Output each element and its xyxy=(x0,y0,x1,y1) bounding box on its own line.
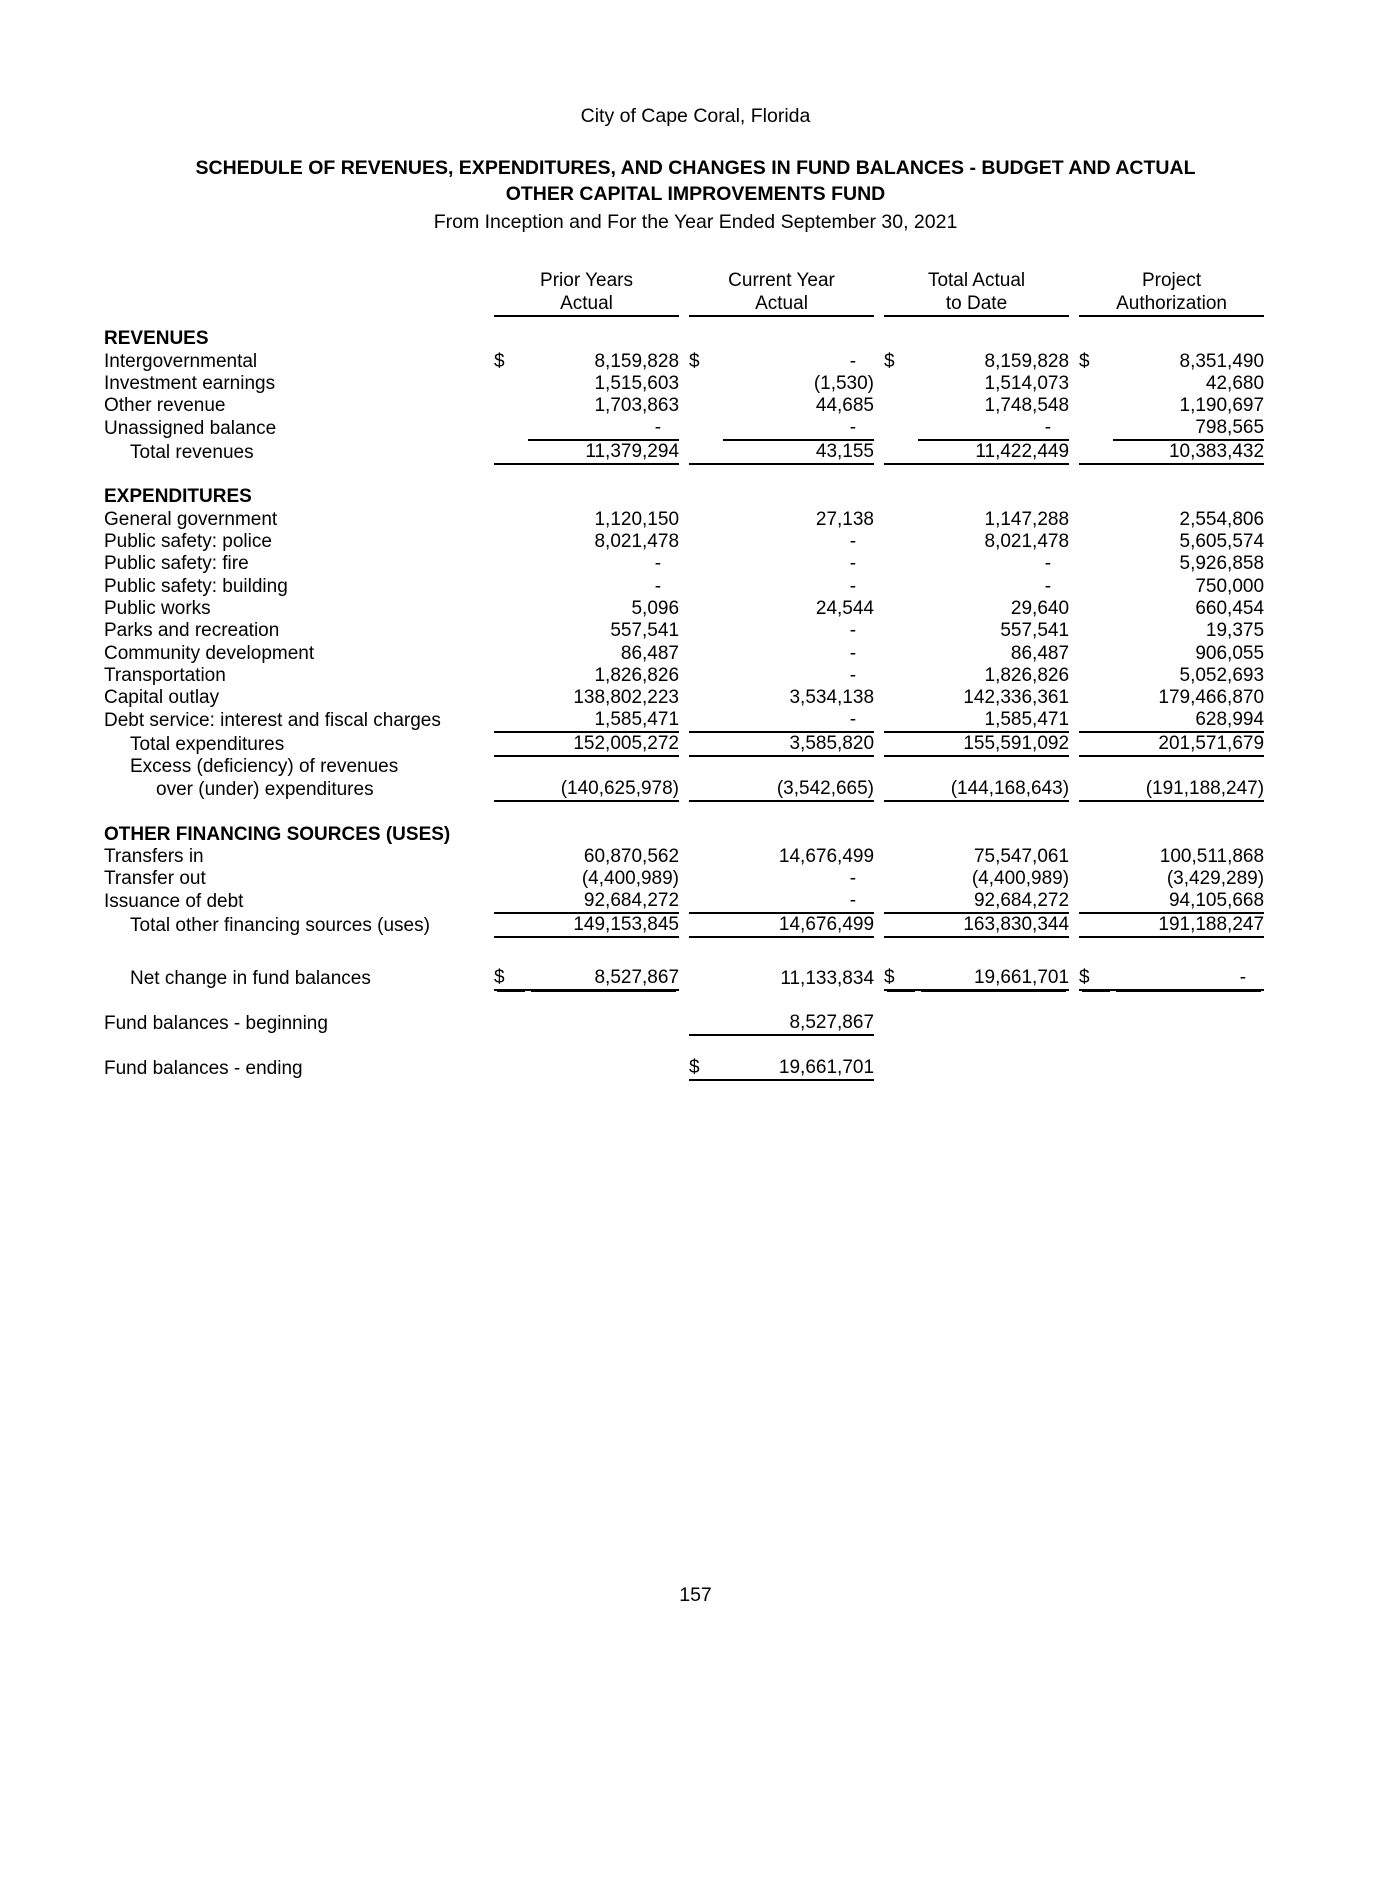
cell-current-year: - xyxy=(849,642,857,664)
cell-prior-years: (140,625,978) xyxy=(528,778,679,801)
table-row-fund-balances-ending xyxy=(104,1057,1264,1080)
cell-prior-years xyxy=(528,1012,679,1035)
cell-project-auth: 5,052,693 xyxy=(1179,664,1265,686)
section-heading-expenditures: EXPENDITURES xyxy=(104,486,252,508)
cell-total-actual: 75,547,061 xyxy=(973,846,1070,868)
cell-total-actual: 29,640 xyxy=(1010,597,1070,619)
cell-prior-years: 8,159,828 xyxy=(594,350,680,372)
cell-current-year: 3,534,138 xyxy=(789,687,875,709)
cell-current-year: - xyxy=(849,868,857,890)
cell-current-year: (1,530) xyxy=(813,372,875,394)
header-blank-2 xyxy=(104,292,494,316)
cell-project-auth xyxy=(1113,1012,1264,1035)
row-label: Transfers in xyxy=(104,846,204,868)
cell-prior-years: - xyxy=(528,417,679,440)
cell-prior-years: 1,515,603 xyxy=(594,372,680,394)
currency-symbol: $ xyxy=(494,350,505,372)
table-row-public-safety-building xyxy=(104,575,1264,597)
cell-total-actual: 1,826,826 xyxy=(984,664,1070,686)
row-label: Investment earnings xyxy=(104,372,276,394)
cell-prior-years: 557,541 xyxy=(610,620,680,642)
table-row-general-government xyxy=(104,508,1264,530)
row-label: Transfer out xyxy=(104,868,206,890)
cell-project-auth: 94,105,668 xyxy=(1113,890,1264,913)
cell-project-auth: - xyxy=(1113,967,1264,990)
cell-prior-years xyxy=(528,1057,679,1080)
cell-prior-years: 1,120,150 xyxy=(594,508,680,530)
section-heading-other-financing: OTHER FINANCING SOURCES (USES) xyxy=(104,823,451,845)
cell-current-year: 24,544 xyxy=(815,597,875,619)
table-row-issuance-of-debt xyxy=(104,890,1264,913)
cell-current-year: - xyxy=(849,664,857,686)
cell-project-auth: 750,000 xyxy=(1195,575,1265,597)
cell-current-year: - xyxy=(849,350,857,372)
cell-current-year: - xyxy=(849,620,857,642)
currency-symbol xyxy=(689,1012,723,1035)
cell-project-auth: 2,554,806 xyxy=(1179,508,1265,530)
spacer-after-excess xyxy=(104,801,1264,823)
entity-name: City of Cape Coral, Florida xyxy=(580,105,811,127)
table-row-total-expenditures xyxy=(104,732,1264,756)
cell-current-year: - xyxy=(849,553,857,575)
cell-total-actual: (4,400,989) xyxy=(971,868,1070,890)
currency-symbol: $ xyxy=(689,1057,723,1080)
cell-project-auth: 19,375 xyxy=(1205,620,1265,642)
cell-current-year: 3,585,820 xyxy=(723,732,874,756)
column-header-prior-years-line2: Actual xyxy=(494,292,679,316)
cell-total-actual: 1,147,288 xyxy=(984,508,1070,530)
cell-prior-years: 5,096 xyxy=(631,597,680,619)
spacer-after-revenues xyxy=(104,464,1264,486)
cell-current-year: (3,542,665) xyxy=(723,778,874,801)
cell-project-auth: 42,680 xyxy=(1205,372,1265,394)
cell-current-year: - xyxy=(849,531,857,553)
currency-symbol xyxy=(689,967,723,990)
table-row-debt-service xyxy=(104,709,1264,732)
section-heading-revenues-row xyxy=(104,328,1264,350)
table-row-total-revenues xyxy=(104,440,1264,464)
cell-current-year: 44,685 xyxy=(815,395,875,417)
row-label: Public safety: building xyxy=(104,575,288,597)
table-row-investment-earnings xyxy=(104,373,1264,395)
cell-total-actual: 1,514,073 xyxy=(984,372,1070,394)
cell-prior-years: 152,005,272 xyxy=(528,732,679,756)
row-label: Capital outlay xyxy=(104,687,220,709)
table-row-public-works xyxy=(104,598,1264,620)
cell-prior-years: 138,802,223 xyxy=(573,687,680,709)
row-label: Other revenue xyxy=(104,395,226,417)
spacer-after-beginning-balance xyxy=(104,1035,1264,1057)
cell-prior-years: 92,684,272 xyxy=(528,890,679,913)
cell-total-actual xyxy=(918,1057,1069,1080)
column-header-project-auth-line2: Authorization xyxy=(1079,292,1264,316)
cell-total-actual: 1,748,548 xyxy=(984,395,1070,417)
column-header-row-line2 xyxy=(104,292,1264,316)
cell-total-actual: 86,487 xyxy=(1010,642,1070,664)
row-label-line2: over (under) expenditures xyxy=(156,779,374,801)
table-row-community-development xyxy=(104,642,1264,664)
cell-current-year: 19,661,701 xyxy=(723,1057,874,1080)
cell-project-auth: 191,188,247 xyxy=(1113,913,1264,937)
currency-symbol: $ xyxy=(884,967,918,990)
column-header-total-actual-line1: Total Actual xyxy=(927,270,1026,291)
cell-prior-years: 86,487 xyxy=(620,642,680,664)
cell-total-actual: (144,168,643) xyxy=(918,778,1069,801)
cell-project-auth: 628,994 xyxy=(1113,709,1264,732)
cell-prior-years: 149,153,845 xyxy=(528,913,679,937)
spacer-after-net-change xyxy=(104,990,1264,1012)
cell-project-auth xyxy=(1113,1057,1264,1080)
row-label: Debt service: interest and fiscal charges xyxy=(104,710,441,732)
cell-current-year: - xyxy=(723,417,874,440)
cell-project-auth: 5,926,858 xyxy=(1179,553,1265,575)
cell-total-actual: 557,541 xyxy=(1000,620,1070,642)
row-label: Public safety: police xyxy=(104,531,272,553)
page-number: 157 xyxy=(679,1584,712,1606)
table-row-net-change-in-fund-balances xyxy=(104,967,1264,990)
financial-statement-table xyxy=(104,269,1264,1081)
table-row-public-safety-police xyxy=(104,531,1264,553)
table-row-other-revenue xyxy=(104,395,1264,417)
row-label: Public safety: fire xyxy=(104,553,249,575)
row-label: Fund balances - beginning xyxy=(104,1013,328,1035)
cell-total-actual: - xyxy=(1044,575,1052,597)
cell-total-actual: - xyxy=(1044,553,1052,575)
spacer-after-headers xyxy=(104,316,1264,328)
cell-total-actual: 8,021,478 xyxy=(984,531,1070,553)
cell-project-auth: 5,605,574 xyxy=(1179,531,1265,553)
cell-current-year: - xyxy=(849,575,857,597)
cell-total-actual: 8,159,828 xyxy=(984,350,1070,372)
row-label: Total revenues xyxy=(130,442,254,464)
cell-project-auth: 10,383,432 xyxy=(1113,440,1264,464)
cell-project-auth: 100,511,868 xyxy=(1159,846,1265,868)
row-label: Community development xyxy=(104,642,315,664)
cell-total-actual: 1,585,471 xyxy=(918,709,1069,732)
column-header-current-year-line1: Current Year xyxy=(728,270,835,291)
row-label: Issuance of debt xyxy=(104,891,244,913)
cell-project-auth: (3,429,289) xyxy=(1166,868,1265,890)
cell-prior-years: 8,021,478 xyxy=(594,531,680,553)
section-heading-expenditures-row xyxy=(104,486,1264,508)
currency-symbol: $ xyxy=(494,967,528,990)
row-label: Parks and recreation xyxy=(104,620,280,642)
column-header-project-auth-line1: Project xyxy=(1141,270,1202,291)
report-title-line2: OTHER CAPITAL IMPROVEMENTS FUND xyxy=(505,183,886,205)
currency-symbol: $ xyxy=(689,350,700,372)
cell-prior-years: 11,379,294 xyxy=(528,440,679,464)
cell-project-auth: 798,565 xyxy=(1113,417,1264,440)
cell-prior-years: - xyxy=(654,575,662,597)
table-row-transfers-in xyxy=(104,846,1264,868)
cell-total-actual: 11,422,449 xyxy=(918,440,1069,464)
column-header-current-year-line2: Actual xyxy=(689,292,874,316)
cell-prior-years: 1,585,471 xyxy=(528,709,679,732)
table-row-excess-label-line1 xyxy=(104,756,1264,778)
section-heading-other-financing-row xyxy=(104,823,1264,845)
cell-project-auth: 8,351,490 xyxy=(1179,350,1265,372)
table-row-total-other-financing xyxy=(104,913,1264,937)
cell-total-actual: 92,684,272 xyxy=(918,890,1069,913)
table-row-public-safety-fire xyxy=(104,553,1264,575)
cell-current-year: 11,133,834 xyxy=(780,968,875,990)
report-period: From Inception and For the Year Ended September 30, 2021 xyxy=(433,211,958,233)
table-row-intergovernmental xyxy=(104,350,1264,372)
table-row-transfer-out xyxy=(104,868,1264,890)
table-row-capital-outlay xyxy=(104,687,1264,709)
cell-prior-years: (4,400,989) xyxy=(581,868,680,890)
row-label: Net change in fund balances xyxy=(130,968,371,990)
column-header-prior-years-line1: Prior Years xyxy=(540,270,633,291)
cell-total-actual: 155,591,092 xyxy=(918,732,1069,756)
cell-current-year: - xyxy=(723,709,874,732)
cell-project-auth: 201,571,679 xyxy=(1113,732,1264,756)
cell-project-auth: 906,055 xyxy=(1195,642,1265,664)
cell-project-auth: 1,190,697 xyxy=(1179,395,1265,417)
cell-current-year: 27,138 xyxy=(815,508,875,530)
row-label: General government xyxy=(104,508,278,530)
row-label: Unassigned balance xyxy=(104,418,277,440)
cell-current-year: - xyxy=(723,890,874,913)
cell-project-auth: 179,466,870 xyxy=(1158,687,1265,709)
cell-prior-years: 1,826,826 xyxy=(594,664,680,686)
cell-prior-years: 1,703,863 xyxy=(594,395,680,417)
column-header-row-line1 xyxy=(104,269,1264,292)
header-blank xyxy=(104,269,494,292)
table-row-fund-balances-beginning xyxy=(104,1012,1264,1035)
document-page xyxy=(0,104,1391,1904)
report-heading xyxy=(0,104,1391,235)
cell-project-auth: (191,188,247) xyxy=(1113,778,1264,801)
row-label-line1: Excess (deficiency) of revenues xyxy=(130,756,399,778)
table-row-excess-over-under-expenditures xyxy=(104,778,1264,801)
cell-total-actual: - xyxy=(918,417,1069,440)
cell-total-actual: 19,661,701 xyxy=(918,967,1069,990)
spacer-before-net-change xyxy=(104,937,1264,967)
cell-prior-years: 8,527,867 xyxy=(528,967,679,990)
cell-prior-years: - xyxy=(654,553,662,575)
row-label: Fund balances - ending xyxy=(104,1058,303,1080)
section-heading-revenues: REVENUES xyxy=(104,328,209,350)
row-label: Transportation xyxy=(104,664,226,686)
column-header-total-actual-line2: to Date xyxy=(884,292,1069,316)
table-row-parks-and-recreation xyxy=(104,620,1264,642)
table-row-unassigned-balance xyxy=(104,417,1264,440)
cell-current-year: 8,527,867 xyxy=(723,1012,874,1035)
table-row-transportation xyxy=(104,665,1264,687)
row-label: Public works xyxy=(104,597,211,619)
cell-current-year: 43,155 xyxy=(723,440,874,464)
cell-total-actual: 163,830,344 xyxy=(918,913,1069,937)
currency-symbol: $ xyxy=(1079,350,1090,372)
cell-current-year: 14,676,499 xyxy=(778,846,875,868)
cell-current-year: 14,676,499 xyxy=(723,913,874,937)
currency-symbol: $ xyxy=(1079,967,1113,990)
row-label: Total other financing sources (uses) xyxy=(130,915,430,937)
row-label: Intergovernmental xyxy=(104,350,258,372)
cell-total-actual xyxy=(918,1012,1069,1035)
cell-prior-years: 60,870,562 xyxy=(583,846,680,868)
currency-symbol: $ xyxy=(884,350,895,372)
cell-total-actual: 142,336,361 xyxy=(963,687,1070,709)
row-label: Total expenditures xyxy=(130,734,285,756)
report-title-line1: SCHEDULE OF REVENUES, EXPENDITURES, AND CHANGES IN FUND BALANCES - BUDGET AND ACTUAL xyxy=(195,157,1196,179)
cell-project-auth: 660,454 xyxy=(1195,597,1265,619)
